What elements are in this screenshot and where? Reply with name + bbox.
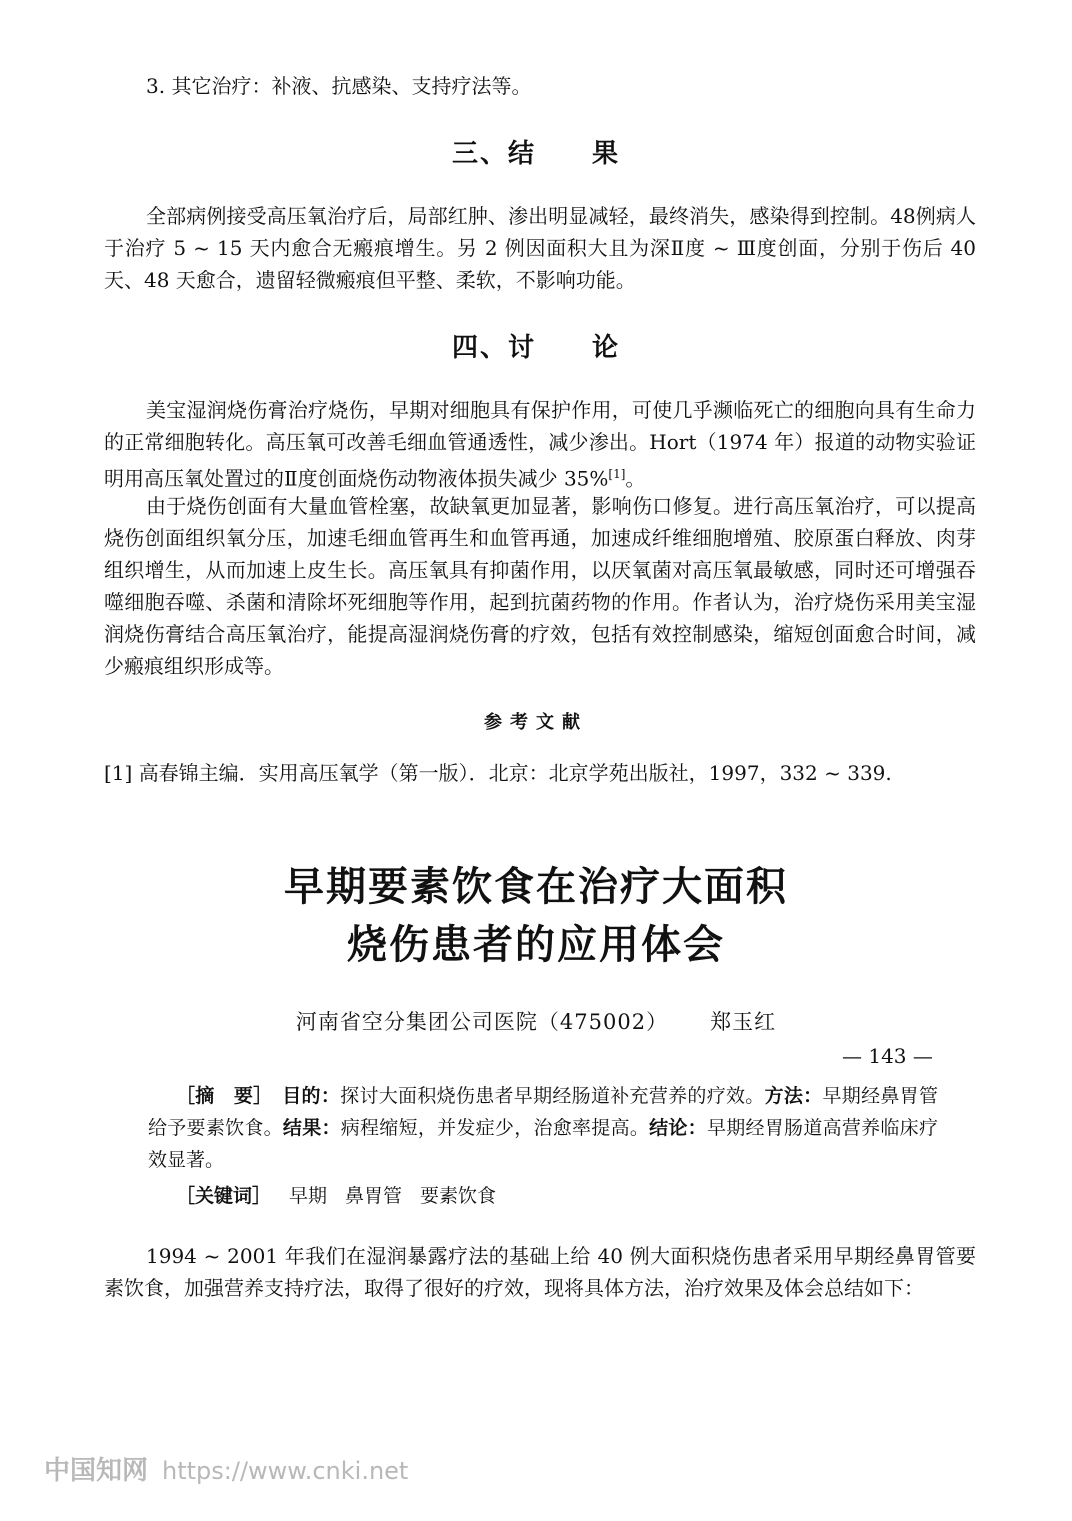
abstract-label: ［摘 要］ [176,1085,263,1107]
keyword: 要素饮食 [420,1185,497,1207]
reference-item: [1] 高春锦主编．实用高压氧学（第一版）．北京：北京学苑出版社，1997，332 ~ 339. [104,761,892,785]
keyword: 早期 [289,1185,328,1207]
discussion-paragraph-1: 美宝湿润烧伤膏治疗烧伤，早期对细胞具有保护作用，可使几乎濒临死亡的细胞向具有生命力的正常细胞转化。高压氧可改善毛细血管通透性，减少渗出。Hort（1974 年）报道的动物实验证明用高压氧处置过的Ⅱ度创面烧伤动物液体损失减少 35%[1]。 [104,398,976,491]
results-paragraph: 全部病例接受高压氧治疗后，局部红肿、渗出明显减轻，最终消失，感染得到控制。48例病人于治疗 5 ~ 15 天内愈合无瘢痕增生。另 2 例因面积大且为深Ⅱ度 ~ Ⅲ度创面，分别于伤后 40 天、48 天愈合，遗留轻微瘢痕但平整、柔软，不影响功能。 [104,204,976,292]
top-item: 3. 其它治疗：补液、抗感染、支持疗法等。 [146,74,532,98]
author-name: 郑玉红 [710,1010,777,1034]
page-number: — 143 — [842,1044,933,1068]
watermark-url: https://www.cnki.net [162,1457,409,1485]
cnki-watermark [44,1450,408,1487]
results-heading: 三、结 果 [451,139,620,169]
abstract: ［摘 要］ 目的：探讨大面积烧伤患者早期经肠道补充营养的疗效。方法：早期经鼻胃管给予要素饮食。结果：病程缩短，并发症少，治愈率提高。结论：早期经胃肠道高营养临床疗效显著。 [148,1085,938,1171]
discussion-paragraph-2: 由于烧伤创面有大量血管栓塞，故缺氧更加显著，影响伤口修复。进行高压氧治疗，可以提高烧伤创面组织氧分压，加速毛细血管再生和血管再通，加速成纤维细胞增殖、胶原蛋白释放、肉芽组织增生，从而加速上皮生长。高压氧具有抑菌作用，以厌氧菌对高压氧最敏感，同时还可增强吞噬细胞吞噬、杀菌和清除坏死细胞等作用，起到抗菌药物的作用。作者认为，治疗烧伤采用美宝湿润烧伤膏结合高压氧治疗，能提高湿润烧伤膏的疗效，包括有效控制感染，缩短创面愈合时间，减少瘢痕组织形成等。 [104,494,976,678]
citation-marker: [1] [608,467,626,481]
author-line [0,1006,1072,1036]
keywords [176,1181,496,1208]
watermark-name: 中国知网 [44,1456,149,1486]
affiliation: 河南省空分集团公司医院（475002） [295,1010,669,1034]
article-title-line-1: 早期要素饮食在治疗大面积 [284,864,788,910]
keywords-label: ［关键词］ [176,1185,272,1207]
discussion-heading: 四、讨 论 [451,333,620,363]
article-title [0,858,1072,974]
keyword: 鼻胃管 [345,1185,403,1207]
references-heading: 参考文献 [484,712,588,733]
article-title-line-2: 烧伤患者的应用体会 [347,922,725,968]
intro-paragraph: 1994 ~ 2001 年我们在湿润暴露疗法的基础上给 40 例大面积烧伤患者采用早期经鼻胃管要素饮食，加强营养支持疗法，取得了很好的疗效，现将具体方法，治疗效果及体会总结如下： [104,1244,976,1300]
